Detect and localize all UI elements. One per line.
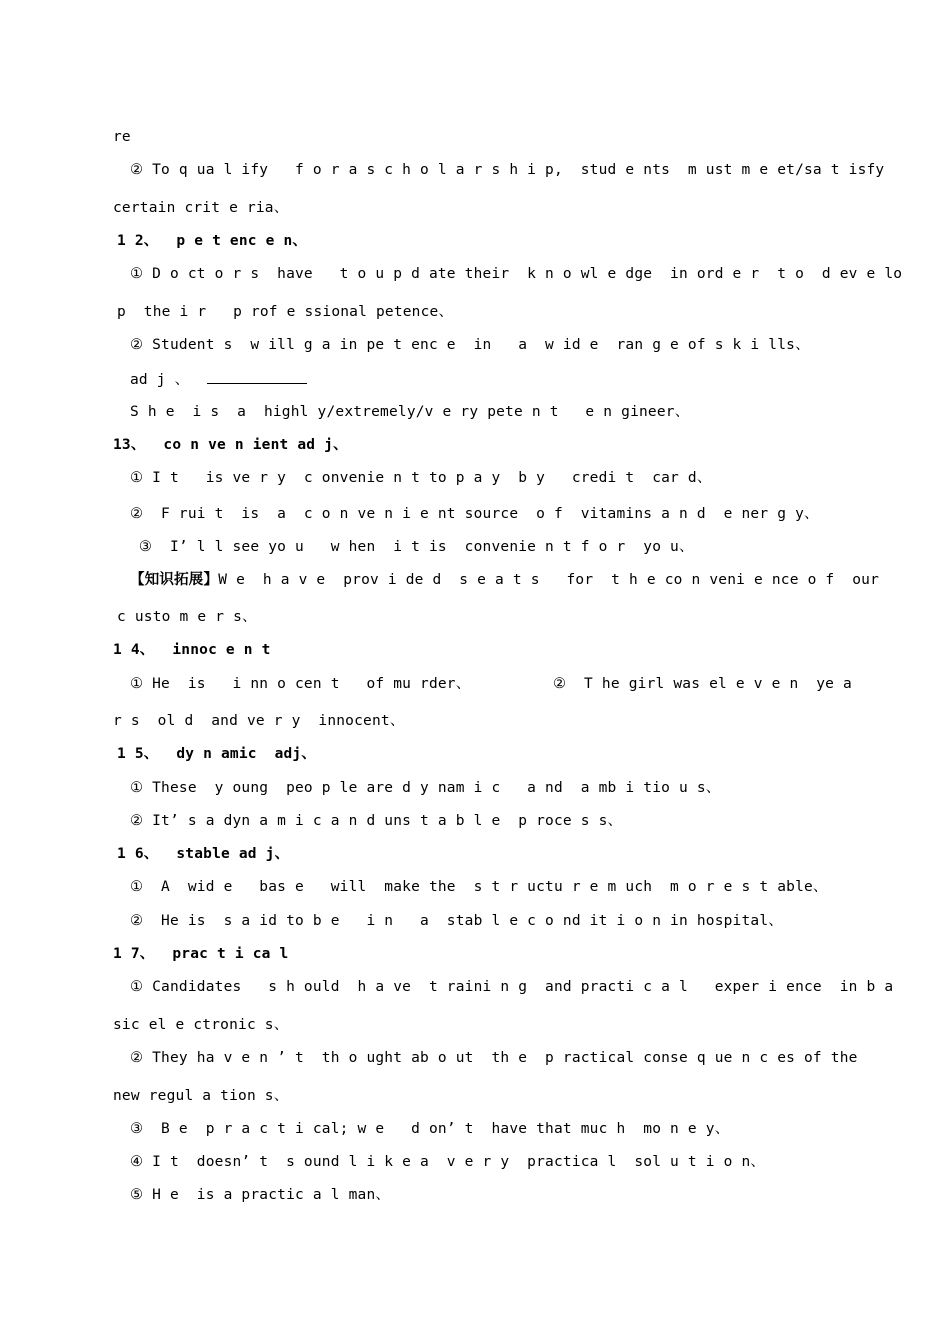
entry-heading-12: 1 2、 p e t enc e n、 (117, 233, 308, 249)
entry-heading-16: 1 6、 stable ad j、 (117, 846, 290, 862)
example-sentence: ② F rui t is a c o n ve n i e nt source o f vitamins a n d e ner g y、 (130, 506, 819, 522)
pos-label: ad j 、 (130, 372, 190, 388)
entry-heading-17: 1 7、 prac t i ca l (113, 946, 289, 962)
example-sentence: ① These y oung peo p le are d y nam i c a nd a mb i tio u s、 (130, 780, 721, 796)
example-sentence: ① D o ct o r s have t o u p d ate their k n o wl e dge in ord e r t o d ev e lo (130, 266, 903, 282)
extension-sentence: W e h a v e prov i de d s e a t s for t h e co n veni e nce o f our (218, 572, 880, 588)
entry-heading-15: 1 5、 dy n amic adj、 (117, 746, 317, 762)
example-sentence: ② It’ s a dyn a m i c a n d uns t a b l e p roce s s、 (130, 813, 623, 829)
example-sentence: ① I t is ve r y c onvenie n t to p a y b y credi t car d、 (130, 470, 712, 486)
entry-heading-14: 1 4、 innoc e n t (113, 642, 271, 658)
example-sentence: ② T he girl was el e v e n ye a (553, 676, 852, 692)
text-line: sic el e ctronic s、 (113, 1017, 289, 1033)
example-sentence: ① A wid e bas e will make the s t r uctu r e m uch m o r e s t able、 (130, 879, 828, 895)
knowledge-extension-line (130, 570, 880, 590)
adjective-blank-line (130, 369, 856, 390)
example-sentence: ② They ha v e n ’ t th o ught ab o ut th e p ractical conse q ue n c es of the (130, 1050, 858, 1066)
knowledge-extension-tag: 【知识拓展】 (130, 571, 219, 588)
text-line: re (113, 129, 131, 145)
text-line: new regul a tion s、 (113, 1088, 289, 1104)
example-sentence: ⑤ H e is a practic a l man、 (130, 1187, 391, 1203)
text-line: r s ol d and ve r y innocent、 (113, 713, 405, 729)
example-sentence: ② To q ua l ify f o r a s c h o l a r s h i p, stud e nts m ust m e et/sa t isfy (130, 162, 885, 178)
example-sentence: ① He is i nn o cen t of mu rder、 (130, 676, 471, 692)
text-line: certain crit e ria、 (113, 200, 289, 216)
example-sentence: ③ B e p r a c t i cal; w e d on’ t have that muc h mo n e y、 (130, 1121, 730, 1137)
text-line: p the i r p rof e ssional petence、 (117, 304, 454, 320)
fill-in-blank (207, 369, 307, 384)
example-sentence: ③ I’ l l see yo u w hen i t is convenie n t f o r yo u、 (130, 539, 694, 555)
entry-heading-13: 13、 co n ve n ient ad j、 (113, 437, 348, 453)
example-sentence: ① Candidates s h ould h a ve t raini n g and practi c a l exper i ence in b a (130, 979, 894, 995)
example-sentence: ② He is s a id to b e i n a stab l e c o nd it i o n in hospital、 (130, 913, 783, 929)
text-line: c usto m e r s、 (117, 609, 257, 625)
example-sentence: S h e i s a highl y/extremely/v e ry pete n t e n gineer、 (130, 404, 690, 420)
example-sentence: ② Student s w ill g a in pe t enc e in a w id e ran g e of s k i lls、 (130, 337, 810, 353)
example-sentence: ④ I t doesn’ t s ound l i k e a v e r y practica l sol u t i o n、 (130, 1154, 766, 1170)
